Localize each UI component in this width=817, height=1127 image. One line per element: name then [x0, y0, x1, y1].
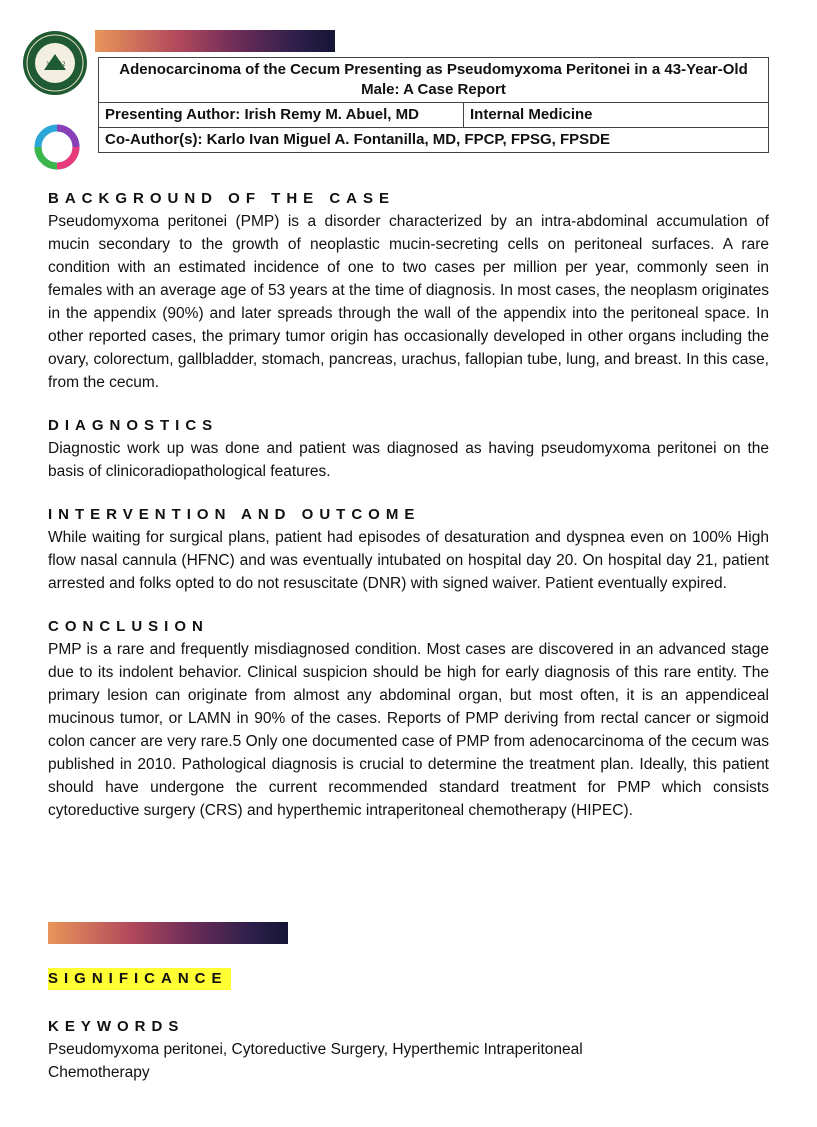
top-gradient-bar	[95, 30, 335, 52]
presenting-author: Presenting Author: Irish Remy M. Abuel, MD	[99, 103, 464, 128]
conclusion-section	[48, 616, 769, 822]
research-committee-logo	[26, 116, 88, 178]
case-title: Adenocarcinoma of the Cecum Presenting as Pseudomyxoma Peritonei in a 43-Year-Old Male: A Case Report	[99, 58, 769, 103]
main-content	[48, 188, 769, 843]
intervention-text: While waiting for surgical plans, patient had episodes of desaturation and dyspnea even on 100% High flow nasal cannula (HFNC) and was eventually intubated on hospital day 20. On hospital day 21, patient arrested and folks opted to do not resuscitate (DNR) with signed waiver. Patient eventually expired.	[48, 529, 769, 592]
svg-text:92: 92	[58, 61, 66, 68]
keywords-heading: KEYWORDS	[48, 1018, 185, 1035]
diagnostics-text: Diagnostic work up was done and patient was diagnosed as having pseudomyxoma peritonei on the basis of clinicoradiopathological features.	[48, 440, 769, 480]
intervention-heading: INTERVENTION AND OUTCOME	[48, 506, 421, 523]
diagnostics-section	[48, 415, 769, 483]
intervention-section	[48, 504, 769, 595]
background-heading: BACKGROUND OF THE CASE	[48, 190, 396, 207]
department-seal-logo	[22, 30, 88, 96]
bottom-gradient-bar	[48, 922, 288, 944]
significance-heading: SIGNIFICANCE	[48, 968, 231, 990]
department: Internal Medicine	[464, 103, 769, 128]
co-authors: Co-Author(s): Karlo Ivan Miguel A. Fontanilla, MD, FPCP, FPSG, FPSDE	[99, 128, 769, 153]
background-section	[48, 188, 769, 394]
keywords-text: Pseudomyxoma peritonei, Cytoreductive Surgery, Hyperthemic Intraperitoneal Chemotherapy	[48, 1041, 583, 1081]
header-info-table	[98, 57, 769, 153]
conclusion-text: PMP is a rare and frequently misdiagnosed condition. Most cases are discovered in an advanced stage due to its indolent behavior. Clinical suspicion should be high for early diagnosis of this rare entity. The primary lesion can originate from almost any abdominal organ, but most often, it is an appendiceal mucinous tumor, or LAMN in 90% of the cases. Reports of PMP deriving from rectal cancer or sigmoid colon cancer are very rare.5 Only one documented case of PMP from adenocarcinoma of the cecum was published in 2010. Pathological diagnosis is crucial to determine the treatment plan. Ideally, this patient should have undergone the current recommended standard treatment for PMP which consists cytoreductive surgery (CRS) and hyperthemic intraperitoneal chemotherapy (HIPEC).	[48, 641, 769, 819]
diagnostics-heading: DIAGNOSTICS	[48, 417, 219, 434]
keywords-section	[48, 1016, 688, 1084]
svg-text:19: 19	[46, 61, 54, 68]
background-text: Pseudomyxoma peritonei (PMP) is a disorder characterized by an intra-abdominal accumulation of mucin secondary to the growth of neoplastic mucin-secreting cells on peritoneal surfaces. A rare condition with an estimated incidence of one to two cases per million per year, commonly seen in females with an average age of 53 years at the time of diagnosis. In most cases, the neoplasm originates in the appendix (90%) and later spreads through the wall of the appendix into the peritoneal space. In other reported cases, the primary tumor origin has occasionally developed in other organs including the ovary, colorectum, gallbladder, stomach, pancreas, urachus, fallopian tube, lung, and breast. In this case, from the cecum.	[48, 213, 769, 391]
conclusion-heading: CONCLUSION	[48, 618, 209, 635]
